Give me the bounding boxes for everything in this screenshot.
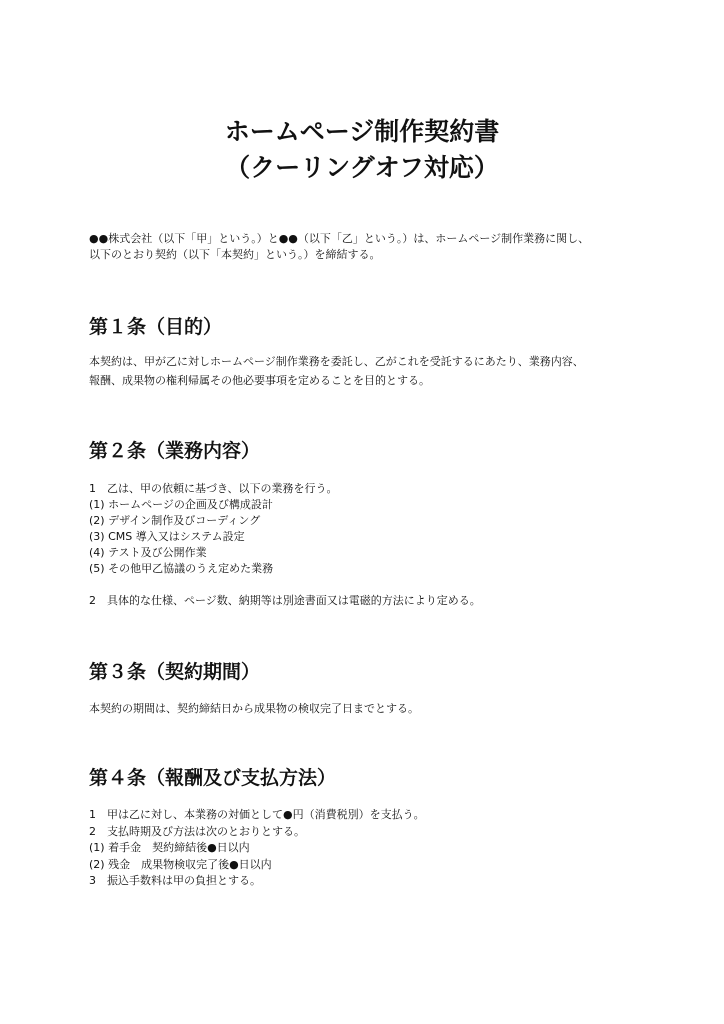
article-1-line: 本契約は、甲が乙に対しホームページ制作業務を委託し、乙がこれを受託するにあたり、業務内容、 — [89, 355, 584, 368]
article-2-line: (3) CMS 導入又はシステム設定 — [89, 530, 245, 543]
article-2-line: (5) その他甲乙協議のうえ定めた業務 — [89, 562, 274, 575]
document-subtitle: （クーリングオフ対応） — [225, 153, 499, 182]
article-4-line: 3 振込手数料は甲の負担とする。 — [89, 874, 261, 887]
article-4-line: 1 甲は乙に対し、本業務の対価として●円（消費税別）を支払う。 — [89, 808, 425, 821]
document-title: ホームページ制作契約書 — [224, 117, 500, 146]
article-2-line: 1 乙は、甲の依頼に基づき、以下の業務を行う。 — [89, 482, 338, 495]
article-2-line: (4) テスト及び公開作業 — [89, 546, 207, 559]
article-3-heading: 第３条（契約期間） — [89, 661, 261, 683]
intro-line: 以下のとおり契約（以下「本契約」という。）を締結する。 — [89, 248, 381, 261]
article-2-line: 2 具体的な仕様、ページ数、納期等は別途書面又は電磁的方法により定める。 — [89, 594, 481, 607]
intro-line: ●●株式会社（以下「甲」という。）と●●（以下「乙」という。）は、ホームページ制作業務に関し、 — [89, 232, 590, 245]
article-1-heading: 第１条（目的） — [89, 316, 223, 338]
article-4-line: (2) 残金 成果物検収完了後●日以内 — [89, 858, 272, 871]
article-4-line: (1) 着手金 契約締結後●日以内 — [89, 841, 250, 854]
article-4-heading: 第４条（報酬及び支払方法） — [89, 767, 337, 789]
article-2-line: (2) デザイン制作及びコーディング — [89, 514, 261, 527]
article-2-line: (1) ホームページの企画及び構成設計 — [89, 498, 273, 511]
article-1-line: 報酬、成果物の権利帰属その他必要事項を定めることを目的とする。 — [89, 374, 430, 387]
article-3-line: 本契約の期間は、契約締結日から成果物の検収完了日までとする。 — [89, 702, 419, 715]
article-2-heading: 第２条（業務内容） — [89, 440, 261, 462]
article-4-line: 2 支払時期及び方法は次のとおりとする。 — [89, 825, 305, 838]
